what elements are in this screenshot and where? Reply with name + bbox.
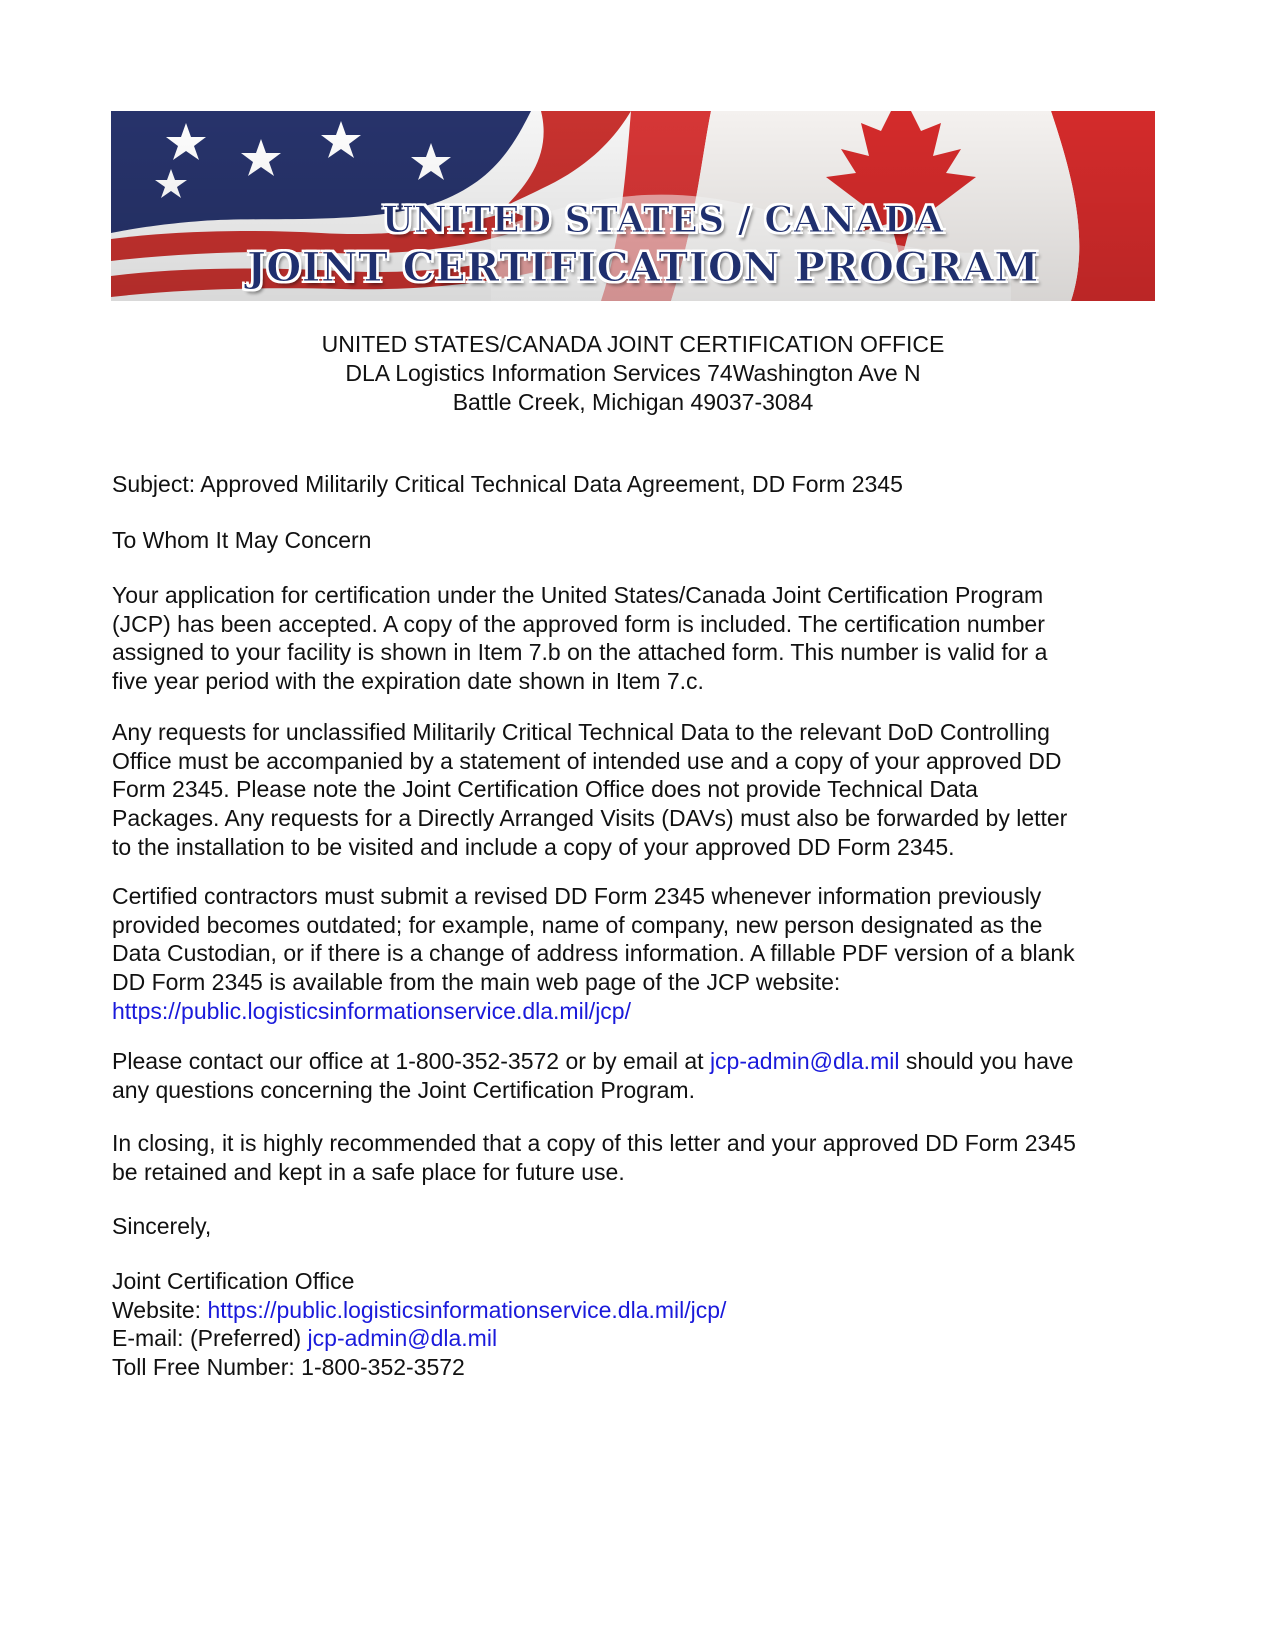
paragraph-line: any questions concerning the Joint Certification Program. xyxy=(112,1076,695,1103)
signature-email-link[interactable]: jcp-admin@dla.mil xyxy=(307,1325,498,1352)
banner-title-line2: JOINT CERTIFICATION PROGRAM xyxy=(246,244,1040,291)
paragraph-line: (JCP) has been accepted. A copy of the approved form is included. The certification number xyxy=(112,610,1045,637)
salutation-text: To Whom It May Concern xyxy=(112,527,372,553)
address-line-street: DLA Logistics Information Services 74Washington Ave N xyxy=(345,360,921,386)
paragraph-requests xyxy=(112,718,1162,862)
jcp-website-link[interactable]: https://public.logisticsinformationservice.dla.mil/jcp/ xyxy=(112,997,631,1024)
salutation xyxy=(112,526,1162,555)
paragraph-line: Any requests for unclassified Militarily Critical Technical Data to the relevant DoD Controlling xyxy=(112,719,1050,745)
address-line-office: UNITED STATES/CANADA JOINT CERTIFICATION OFFICE xyxy=(321,331,945,357)
paragraph-line: Form 2345. Please note the Joint Certification Office does not provide Technical Data xyxy=(112,776,978,803)
paragraph-line xyxy=(112,1047,1162,1076)
paragraph-line: In closing, it is highly recommended that a copy of this letter and your approved DD Form 2345 xyxy=(112,1130,1076,1156)
paragraph-line: Office must be accompanied by a statement of intended use and a copy of your approved DD xyxy=(112,747,1062,774)
jcp-banner xyxy=(111,111,1155,301)
signature-website-link[interactable]: https://public.logisticsinformationservice.dla.mil/jcp/ xyxy=(207,1296,727,1323)
website-label: Website: xyxy=(112,1296,208,1323)
paragraph-line: Certified contractors must submit a revised DD Form 2345 whenever information previously xyxy=(112,883,1042,909)
subject-text: Subject: Approved Militarily Critical Technical Data Agreement, DD Form 2345 xyxy=(112,471,903,497)
paragraph-line: provided becomes outdated; for example, name of company, new person designated as the xyxy=(112,911,1043,938)
signature-email-line xyxy=(112,1324,1162,1353)
paragraph-revisions xyxy=(112,882,1162,1026)
signature-website-line xyxy=(112,1296,1162,1325)
paragraph-line: five year period with the expiration date shown in Item 7.c. xyxy=(112,668,704,695)
office-address xyxy=(111,330,1155,417)
contact-text-post: should you have xyxy=(899,1048,1074,1074)
contact-text-pre: Please contact our office at 1-800-352-3572 or by email at xyxy=(112,1048,710,1074)
closing-text: Sincerely, xyxy=(112,1213,212,1239)
paragraph-line: DD Form 2345 is available from the main web page of the JCP website: xyxy=(112,969,841,996)
paragraph-line: Packages. Any requests for a Directly Arranged Visits (DAVs) must also be forwarded by letter xyxy=(112,805,1068,832)
signature-office: Joint Certification Office xyxy=(112,1268,355,1294)
paragraph-line: to the installation to be visited and include a copy of your approved DD Form 2345. xyxy=(112,833,955,860)
paragraph-line: Data Custodian, or if there is a change of address information. A fillable PDF version of a blank xyxy=(112,940,1075,967)
paragraph-acceptance xyxy=(112,581,1162,696)
contact-email-link[interactable]: jcp-admin@dla.mil xyxy=(709,1048,900,1074)
signature-block xyxy=(112,1267,1162,1382)
paragraph-line: assigned to your facility is shown in Item 7.b on the attached form. This number is valid for a xyxy=(112,639,1048,666)
signature-phone: Toll Free Number: 1-800-352-3572 xyxy=(112,1354,465,1381)
email-label: E-mail: (Preferred) xyxy=(112,1325,308,1352)
paragraph-line: be retained and kept in a safe place for future use. xyxy=(112,1158,625,1185)
paragraph-contact xyxy=(112,1047,1162,1104)
closing xyxy=(112,1212,1162,1241)
address-line-city: Battle Creek, Michigan 49037-3084 xyxy=(452,389,814,415)
subject-line xyxy=(112,470,1162,499)
paragraph-closing-note xyxy=(112,1129,1162,1186)
banner-title-line1: UNITED STATES / CANADA xyxy=(382,199,944,241)
paragraph-line: Your application for certification under the United States/Canada Joint Certification Program xyxy=(112,582,1044,608)
